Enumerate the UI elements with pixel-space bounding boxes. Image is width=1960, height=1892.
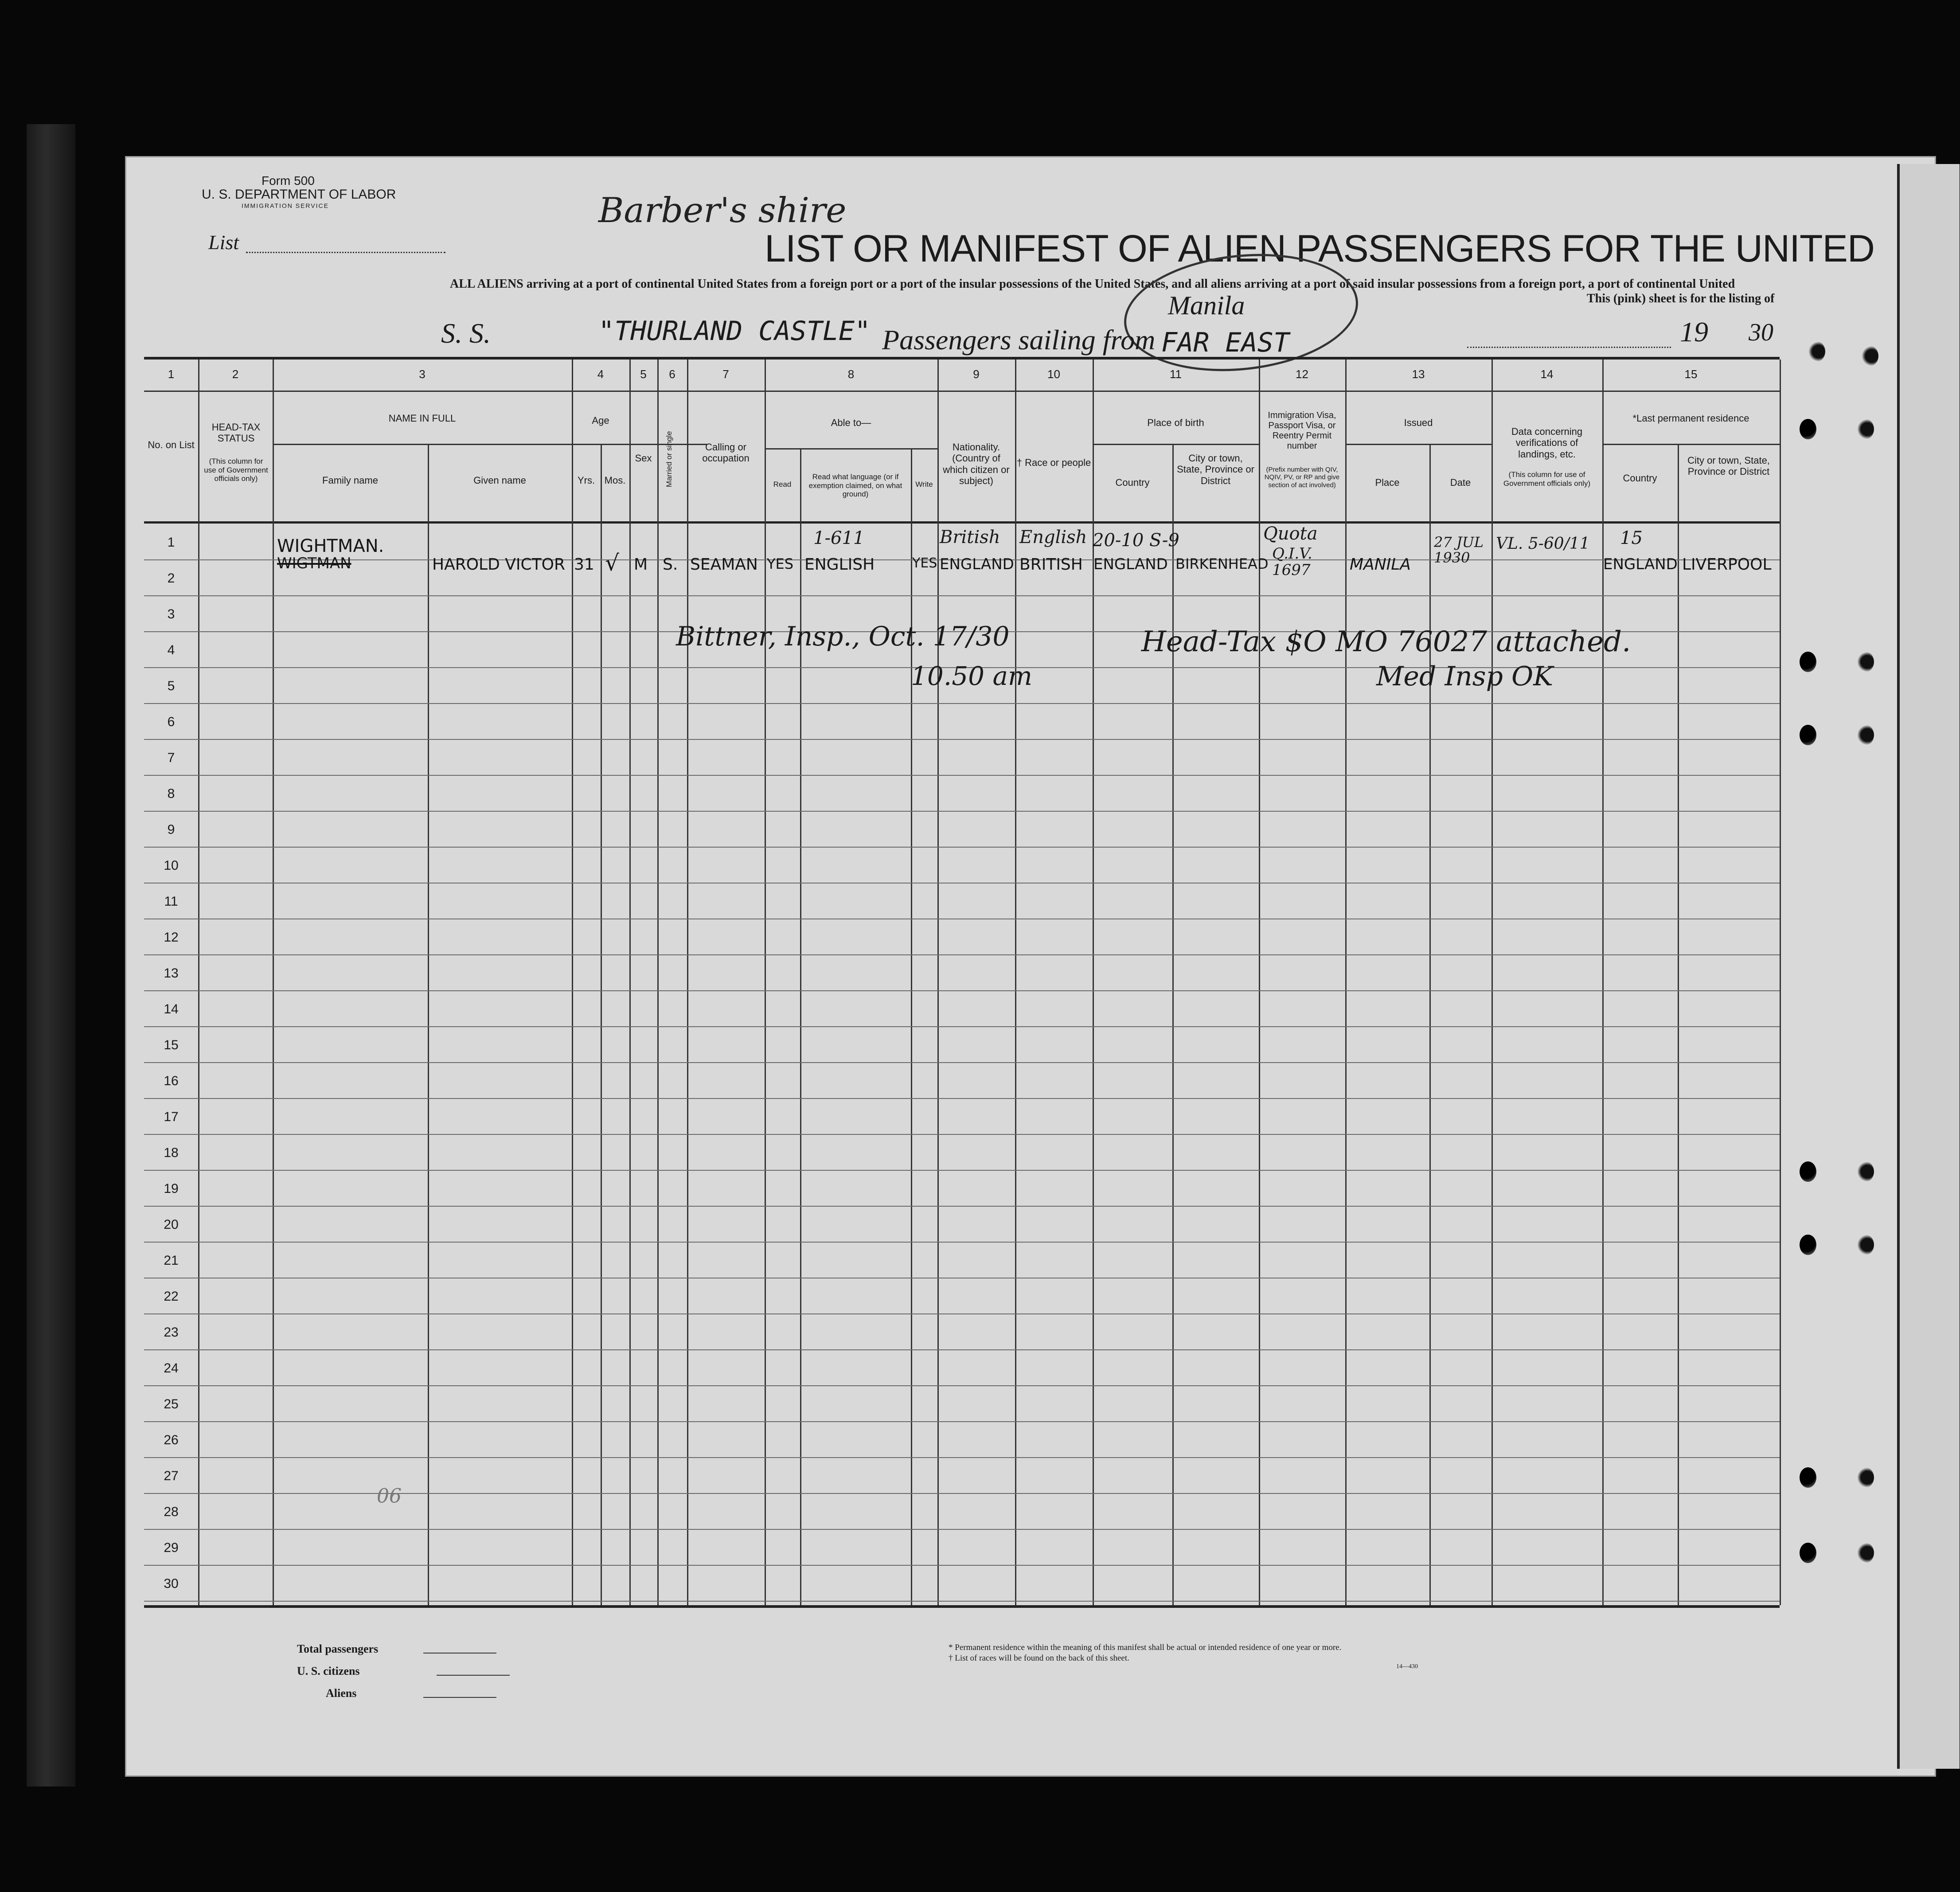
table-row-line [144, 990, 1780, 991]
date-blank-line [1467, 347, 1671, 348]
form-code: 14—430 [1396, 1663, 1418, 1670]
port-correction: Manila [1168, 291, 1245, 320]
header-sex: Sex [635, 453, 652, 464]
header-age-mos: Mos. [604, 475, 626, 486]
race: BRITISH [1019, 555, 1083, 574]
header-name-in-full: NAME IN FULL [388, 413, 456, 424]
birth-note: 20-10 S-9 [1093, 530, 1179, 551]
table-row-line [144, 811, 1780, 812]
year-label: 19 [1680, 316, 1708, 348]
row-number: 3 [167, 607, 175, 622]
column-number: 9 [973, 367, 980, 381]
aliens-line [423, 1697, 496, 1698]
header-res-city: City or town, State, Province or District [1687, 455, 1770, 477]
column-divider [629, 360, 631, 1605]
handwritten-list-note: Barber's shire [598, 191, 847, 231]
footnote-residence: * Permanent residence within the meaning of this manifest shall be actual or intended residence of one year or more. [949, 1643, 1342, 1652]
departure-port: FAR EAST [1161, 327, 1289, 358]
header-no-on-list: No. on List [148, 439, 195, 450]
header-nationality: Nationality. (Country of which citizen or subject) [943, 442, 1010, 486]
row-number: 8 [167, 786, 175, 801]
table-row-line [144, 1421, 1780, 1422]
row-number: 23 [164, 1325, 179, 1340]
verification-data: VL. 5-60/11 [1496, 535, 1590, 553]
table-row-line [144, 1098, 1780, 1099]
punch-hole [1857, 1161, 1874, 1182]
table-row-line [144, 1565, 1780, 1566]
column-number: 15 [1684, 367, 1698, 381]
header-bottom-border [144, 521, 1780, 524]
row-number: 27 [164, 1469, 179, 1483]
punch-hole [1857, 1235, 1874, 1255]
punch-hole [1808, 341, 1825, 362]
table-row-line [144, 1206, 1780, 1207]
punch-hole [1800, 1235, 1816, 1255]
punch-hole [1800, 725, 1816, 745]
aliens-label: Aliens [326, 1687, 357, 1700]
read-language: ENGLISH [804, 555, 875, 574]
adjacent-page-strip [1897, 164, 1960, 1769]
row-number: 24 [164, 1361, 179, 1376]
table-row-line [144, 1457, 1780, 1458]
table-row-line [144, 775, 1780, 776]
us-citizens-label: U. S. citizens [297, 1665, 360, 1677]
ss-label: S. S. [441, 317, 491, 349]
list-blank-line [246, 252, 445, 253]
row-number: 21 [164, 1253, 179, 1268]
column-divider [1780, 360, 1781, 1605]
column-divider [198, 360, 199, 1605]
punch-hole [1857, 1467, 1874, 1488]
inspection-annotation: Bittner, Insp., Oct. 17/30 [676, 621, 1010, 652]
subheader-line [1093, 444, 1259, 445]
header-birth-city: City or town, State, Province or District [1177, 453, 1254, 486]
issued-place: MANILA [1350, 555, 1411, 574]
sex: M [634, 555, 648, 574]
row-number: 1 [167, 535, 175, 550]
nationality: ENGLAND [940, 555, 1014, 573]
table-row-line [144, 1313, 1780, 1314]
column-number: 4 [597, 367, 604, 381]
punch-hole [1800, 1543, 1816, 1563]
can-write: YES [912, 555, 937, 571]
row-number: 20 [164, 1217, 179, 1232]
punch-hole [1857, 419, 1874, 439]
header-res-country: Country [1623, 473, 1657, 484]
punch-hole [1857, 652, 1874, 672]
given-name: HAROLD VICTOR [432, 555, 565, 574]
row-number: 14 [164, 1002, 179, 1016]
column-number: 11 [1170, 367, 1182, 381]
column-divider [572, 360, 573, 1605]
table-row-line [144, 1529, 1780, 1530]
marital-status: S. [663, 555, 678, 574]
column-number: 3 [419, 367, 426, 381]
row-number: 16 [164, 1074, 179, 1088]
table-row-line [144, 1242, 1780, 1243]
visa-number: Q.I.V. 1697 [1272, 545, 1312, 579]
column-divider [428, 444, 429, 1605]
manifest-subtitle-2: This (pink) sheet is for the listing of [1587, 292, 1775, 305]
header-age: Age [592, 415, 609, 426]
footnote-races: † List of races will be found on the back of this sheet. [949, 1654, 1129, 1663]
punch-hole [1800, 1161, 1816, 1182]
issued-date: 27 JUL 1930 [1434, 534, 1484, 567]
row-number: 15 [164, 1038, 179, 1052]
column-divider [687, 360, 688, 1605]
race-note: English [1019, 527, 1087, 547]
header-married: Married or single [665, 431, 674, 488]
header-age-yrs: Yrs. [577, 475, 595, 486]
row-number: 26 [164, 1433, 179, 1447]
margin-mark: 90 [377, 1483, 402, 1506]
total-passengers-label: Total passengers [297, 1642, 379, 1655]
header-family-name: Family name [322, 475, 378, 486]
family-name: WIGHTMAN. [277, 536, 384, 556]
punch-hole [1857, 725, 1874, 745]
column-divider [1602, 360, 1604, 1605]
age-years: 31 [574, 555, 594, 574]
residence-note: 15 [1620, 528, 1643, 548]
header-birth-country: Country [1115, 477, 1150, 488]
column-divider [1491, 360, 1493, 1605]
occupation: SEAMAN [690, 555, 758, 574]
row-number: 9 [167, 822, 175, 837]
column-number: 1 [168, 367, 175, 381]
column-divider [657, 360, 659, 1605]
row-number: 22 [164, 1289, 179, 1304]
punch-hole [1800, 652, 1816, 672]
column-divider [1172, 444, 1174, 1605]
row-number: 30 [164, 1576, 179, 1591]
row-number: 19 [164, 1181, 179, 1196]
subheader-line [273, 444, 707, 445]
table-row-line [144, 954, 1780, 955]
birth-city: BIRKENHEAD [1175, 555, 1269, 572]
row-number: 25 [164, 1397, 179, 1411]
column-divider [1015, 360, 1016, 1605]
header-last-residence: *Last permanent residence [1632, 413, 1749, 424]
column-number: 14 [1540, 367, 1554, 381]
row-number: 17 [164, 1110, 179, 1124]
header-head-tax: HEAD-TAX STATUS [211, 422, 261, 444]
header-read-language: Read what language (or if exemption claimed, on what ground) [808, 473, 902, 499]
column-number: 5 [640, 367, 647, 381]
column-divider [1345, 360, 1347, 1605]
head-tax-annotation: Head-Tax $O MO 76027 attached. [1141, 625, 1631, 658]
punch-hole [1857, 1543, 1874, 1563]
subheader-line [1602, 444, 1780, 445]
column-number: 7 [722, 367, 729, 381]
column-divider [1678, 444, 1679, 1605]
inspection-time: 10.50 am [911, 661, 1033, 691]
us-citizens-line [437, 1675, 510, 1676]
column-number: 2 [232, 367, 239, 381]
birth-country: ENGLAND [1093, 555, 1168, 573]
table-row-line [144, 847, 1780, 848]
table-row-line [144, 1062, 1780, 1063]
column-divider [765, 360, 766, 1605]
scanner-edge [27, 124, 75, 1786]
header-place-of-birth: Place of birth [1147, 417, 1204, 428]
service-name: IMMIGRATION SERVICE [242, 202, 329, 209]
manifest-subtitle: ALL ALIENS arriving at a port of continental United States from a foreign port or a port of the insular possessions of the United States, and all aliens arriving at a port of said insular possessions from a foreign port, a port of continental United [450, 277, 1735, 291]
language-note: 1-611 [813, 528, 865, 548]
residence-country: ENGLAND [1603, 555, 1678, 573]
table-row-line [144, 1026, 1780, 1027]
header-write: Write [915, 480, 933, 489]
header-read: Read [773, 480, 792, 489]
header-head-tax-note: (This column for use of Government officials only) [204, 457, 268, 483]
header-calling: Calling or occupation [702, 442, 750, 464]
header-issued: Issued [1404, 417, 1433, 428]
subheader-line [1345, 444, 1491, 445]
column-divider [1259, 360, 1260, 1605]
column-number: 8 [847, 367, 855, 381]
punch-hole [1800, 419, 1816, 439]
manifest-table [144, 357, 1780, 1608]
table-row-line [144, 595, 1780, 596]
row-number: 28 [164, 1505, 179, 1519]
header-divider [144, 391, 1780, 392]
column-divider [273, 360, 274, 1605]
can-read: YES [767, 555, 794, 572]
residence-city: LIVERPOOL [1682, 555, 1772, 574]
ship-name: "THURLAND CASTLE" [598, 316, 871, 347]
column-divider [601, 444, 602, 1605]
row-number: 2 [167, 571, 175, 586]
header-visa: Immigration Visa, Passport Visa, or Reentry Permit number [1268, 410, 1336, 451]
punch-hole [1800, 1467, 1816, 1488]
table-row-line [144, 1349, 1780, 1350]
punch-hole [1862, 346, 1878, 366]
sailing-from-label: Passengers sailing from [882, 324, 1156, 356]
row-number: 13 [164, 966, 179, 981]
row-number: 7 [167, 751, 175, 765]
header-data-note: (This column for use of Government officials only) [1503, 470, 1591, 488]
column-divider [937, 360, 939, 1605]
table-row-line [144, 1170, 1780, 1171]
family-name-struck: WIGTMAN [277, 555, 351, 572]
row-number: 10 [164, 858, 179, 873]
form-number: Form 500 [262, 174, 315, 188]
header-able-to: Able to— [831, 417, 871, 428]
header-data-concerning: Data concerning verifications of landings, etc. [1511, 426, 1583, 460]
header-issued-date: Date [1450, 477, 1471, 488]
table-row-line [144, 739, 1780, 740]
table-row-line [144, 703, 1780, 704]
column-number: 13 [1412, 367, 1425, 381]
header-given-name: Given name [473, 475, 526, 486]
age-months-check: √ [605, 550, 619, 576]
row-number: 29 [164, 1540, 179, 1555]
department-name: U. S. DEPARTMENT OF LABOR [202, 187, 396, 202]
nationality-note: British [940, 527, 1000, 547]
row-number: 5 [167, 679, 175, 693]
total-passengers-line [423, 1653, 496, 1654]
row-number: 4 [167, 643, 175, 657]
visa-note: Quota [1263, 524, 1318, 544]
column-number: 6 [669, 367, 675, 381]
row-number: 6 [167, 715, 175, 729]
column-number: 12 [1296, 367, 1308, 381]
manifest-title: LIST OR MANIFEST OF ALIEN PASSENGERS FOR THE UNITED [765, 227, 1875, 270]
header-race: † Race or people [1016, 457, 1091, 468]
row-number: 18 [164, 1145, 179, 1160]
column-divider [1429, 444, 1431, 1605]
list-label: List [208, 231, 239, 254]
year-handwritten: 30 [1749, 319, 1773, 346]
table-row-line [144, 1385, 1780, 1386]
medical-inspection-note: Med Insp OK [1376, 661, 1554, 692]
table-row-line [144, 1601, 1780, 1602]
header-issued-place: Place [1375, 477, 1400, 488]
row-number: 12 [164, 930, 179, 945]
row-number: 11 [164, 894, 178, 909]
table-row-line [144, 1134, 1780, 1135]
header-visa-note: (Prefix number with QIV, NQIV, PV, or RP and give section of act involved) [1264, 466, 1340, 489]
column-number: 10 [1047, 367, 1060, 381]
